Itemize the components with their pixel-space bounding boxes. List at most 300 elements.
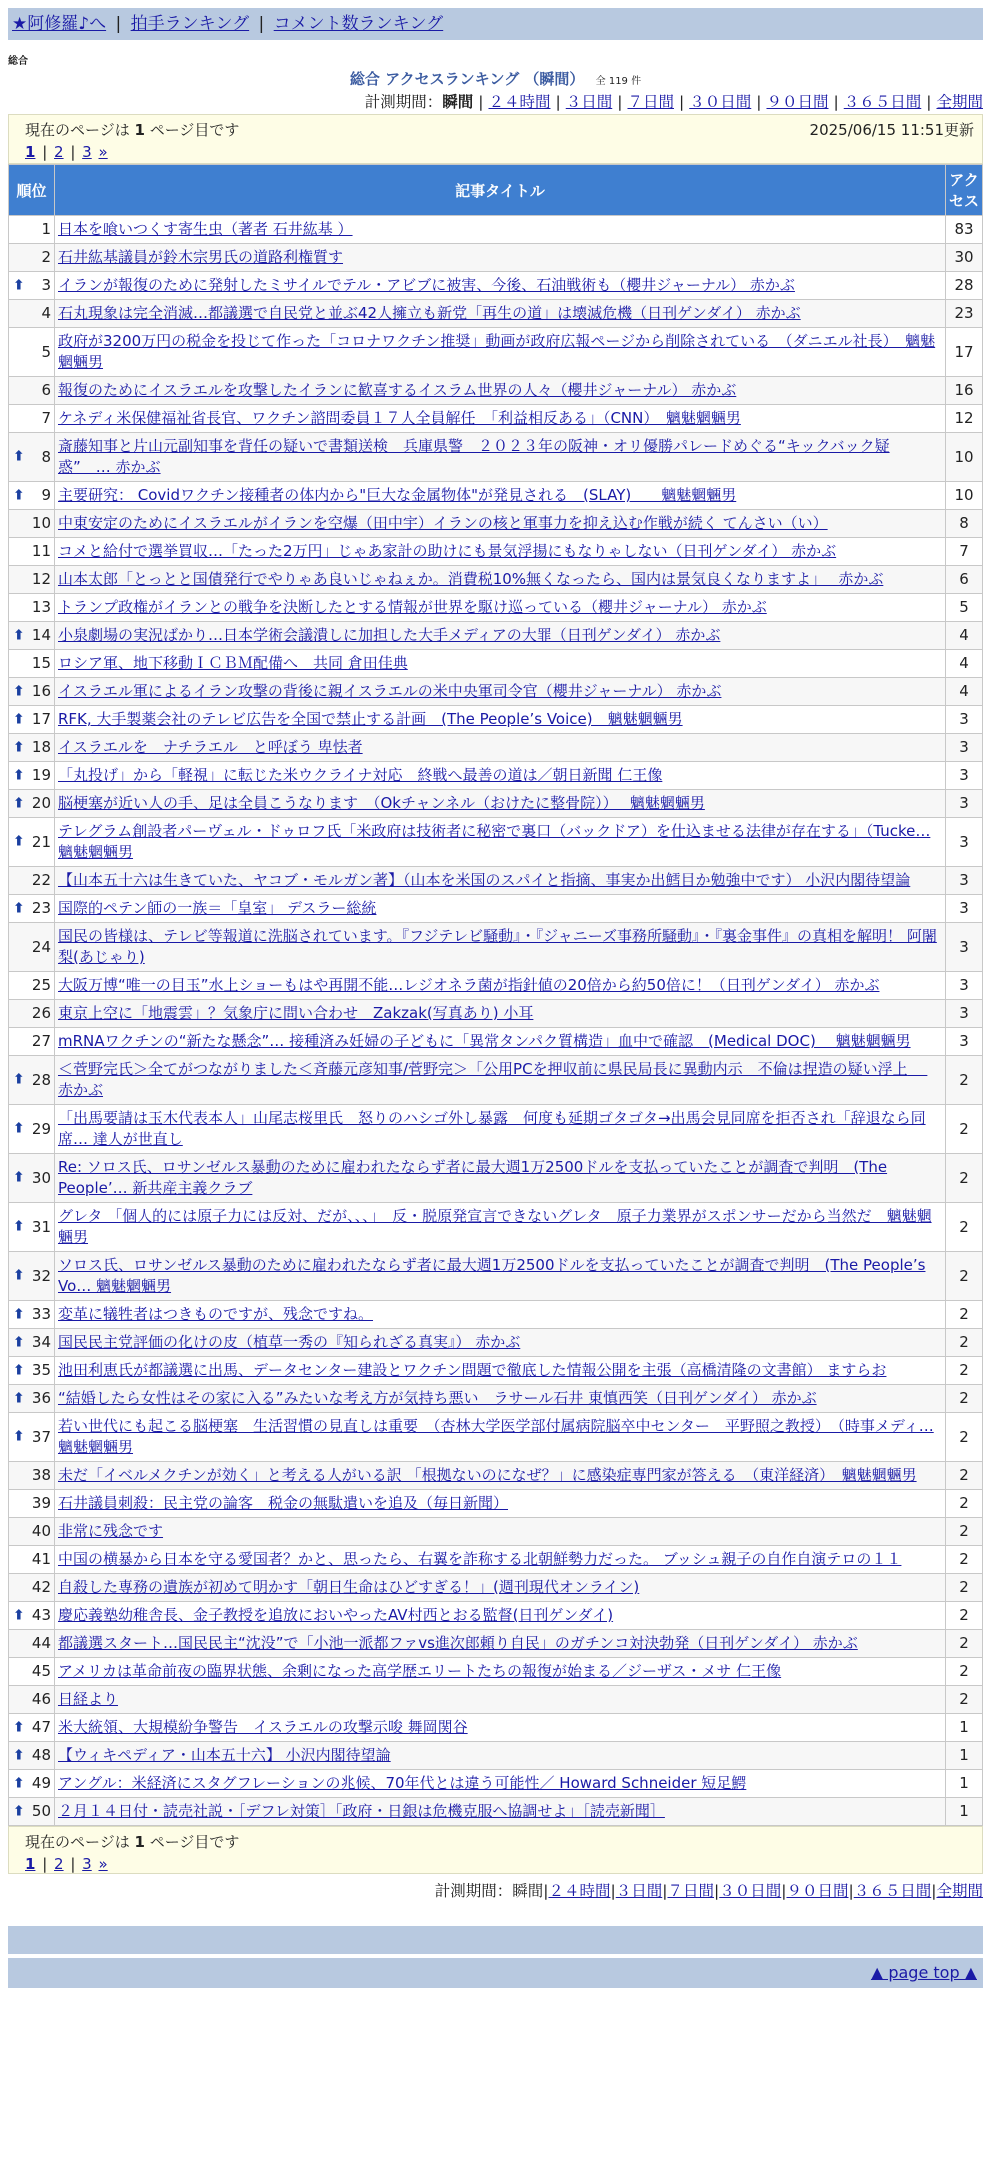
access-count: 2 — [946, 1574, 983, 1602]
table-row — [9, 1252, 983, 1301]
access-count: 2 — [946, 1462, 983, 1490]
rank-number: 27 — [31, 1032, 51, 1050]
rank-number: 44 — [31, 1634, 51, 1652]
rank-number: 50 — [31, 1802, 51, 1820]
article-link[interactable]: ロシア軍、地下移動ＩＣＢＭ配備へ 共同 倉田佳典 — [58, 654, 408, 672]
page-top-link[interactable]: ▲ page top ▲ — [870, 1963, 977, 1982]
nav-separator: | — [115, 14, 122, 34]
article-link[interactable]: ケネディ米保健福祉省長官、ワクチン諮問委員１７人全員解任 「利益相反ある」（CNN） 魑魅魍魎男 — [58, 409, 741, 427]
rank-up-arrow-icon: ⬆ — [13, 1428, 25, 1445]
access-count: 8 — [946, 510, 983, 538]
rank-cell — [9, 1203, 55, 1252]
access-count: 3 — [946, 818, 983, 867]
article-link[interactable]: mRNAワクチンの“新たな懸念”… 接種済み妊婦の子どもに「異常タンパク質構造」血中で確認 (Medical DOC) 魑魅魍魎男 — [58, 1032, 911, 1050]
article-link[interactable]: 脳梗塞が近い人の手、足は全員こうなります （Okチャンネル（おけたに整骨院）） 魑魅魍魎男 — [58, 794, 705, 812]
table-row — [9, 1658, 983, 1686]
table-row — [9, 1105, 983, 1154]
rank-cell — [9, 1490, 55, 1518]
rank-up-arrow-icon: ⬆ — [13, 1306, 25, 1322]
article-link[interactable]: 報復のためにイスラエルを攻撃したイランに歓喜するイスラム世界の人々（櫻井ジャーナル） 赤かぶ — [58, 381, 737, 399]
title-cell — [55, 1518, 946, 1546]
table-row — [9, 1490, 983, 1518]
access-count: 2 — [946, 1301, 983, 1329]
rank-up-arrow-icon: ⬆ — [13, 1775, 25, 1791]
rank-number: 15 — [31, 654, 51, 672]
article-link[interactable]: 慶応義塾幼稚舎長、金子教授を追放においやったAV村西とおる監督(日刊ゲンダイ) — [58, 1606, 614, 1624]
next-page-link[interactable]: » — [98, 1855, 108, 1873]
rank-number: 36 — [31, 1389, 51, 1407]
table-row — [9, 1546, 983, 1574]
access-count: 2 — [946, 1105, 983, 1154]
article-link[interactable]: 斎藤知事と片山元副知事を背任の疑いで書類送検 兵庫県警 ２０２３年の阪神・オリ優勝パレードめぐる“キックバック疑惑” … 赤かぶ — [58, 437, 890, 476]
rank-up-arrow-icon: ⬆ — [13, 711, 25, 727]
pagination-separator: | — [65, 1855, 81, 1873]
title-cell — [55, 216, 946, 244]
rank-up-arrow-icon: ⬆ — [13, 739, 25, 755]
rank-number: 20 — [31, 794, 51, 812]
article-link[interactable]: 自殺した専務の遺族が初めて明かす「朝日生命はひどすぎる！」(週刊現代オンライン) — [58, 1578, 640, 1596]
access-count: 2 — [946, 1357, 983, 1385]
updated-timestamp: 2025/06/15 11:51更新 — [809, 121, 974, 139]
title-cell — [55, 762, 946, 790]
article-link[interactable]: 中国の横暴から日本を守る愛国者？かと、思ったら、右翼を詐称する北朝鮮勢力だった。 ブッシュ親子の自作自演テロの１１ — [58, 1550, 902, 1568]
access-count: 2 — [946, 1329, 983, 1357]
period-separator: | — [478, 93, 484, 111]
rank-number: 39 — [31, 1494, 51, 1512]
period-link[interactable]: ７日間 — [667, 1882, 714, 1900]
article-link[interactable]: 石井紘基議員が鈴木宗男氏の道路利権質す — [58, 248, 344, 266]
period-separator: | — [610, 1882, 616, 1900]
table-row — [9, 244, 983, 272]
rank-cell — [9, 1574, 55, 1602]
rank-number: 21 — [31, 832, 51, 851]
table-row — [9, 1413, 983, 1462]
pagination-current — [25, 143, 37, 161]
title-cell — [55, 1028, 946, 1056]
title-cell — [55, 1546, 946, 1574]
rank-number: 19 — [31, 766, 51, 784]
period-separator: | — [617, 93, 623, 111]
article-link[interactable]: イスラエル軍によるイラン攻撃の背後に親イスラエルの米中央軍司令官（櫻井ジャーナル） 赤かぶ — [58, 682, 722, 700]
table-row — [9, 1203, 983, 1252]
article-link[interactable]: 中東安定のためにイスラエルがイランを空爆（田中宇）イランの核と軍事力を抑え込む作戦が続く てんさい（い） — [58, 514, 828, 532]
page-link[interactable]: 1 — [25, 1855, 36, 1873]
period-separator: | — [931, 1882, 937, 1900]
table-row — [9, 1357, 983, 1385]
table-row — [9, 867, 983, 895]
article-link[interactable]: 「丸投げ」から「軽視」に転じた米ウクライナ対応 終戦へ最善の道は／朝日新聞 仁王像 — [58, 766, 663, 784]
title-cell — [55, 300, 946, 328]
article-link[interactable]: グレタ 「個人的には原子力には反対、だが、、、」 反・脱原発宣言できないグレタ 原子力業界がスポンサーだから当然だ 魑魅魍魎男 — [58, 1207, 932, 1246]
access-count: 2 — [946, 1686, 983, 1714]
rank-number: 25 — [31, 976, 51, 994]
access-count: 7 — [946, 538, 983, 566]
rank-cell — [9, 1658, 55, 1686]
page-link[interactable]: 3 — [82, 143, 92, 161]
rank-number: 17 — [31, 710, 51, 728]
article-link[interactable]: テレグラム創設者パーヴェル・ドゥロフ氏「米政府は技術者に秘密で裏口（バックドア）を仕込ませる法律が存在する」（Tucke… 魑魅魍魎男 — [58, 822, 931, 861]
title-cell — [55, 734, 946, 762]
rank-up-arrow-icon: ⬆ — [13, 795, 25, 811]
rank-up-arrow-icon: ⬆ — [13, 487, 25, 503]
rank-cell — [9, 1028, 55, 1056]
ranking-table — [8, 164, 983, 1826]
rank-cell — [9, 678, 55, 706]
access-count: 30 — [946, 244, 983, 272]
rank-cell — [9, 867, 55, 895]
table-row — [9, 1301, 983, 1329]
rank-number: 9 — [41, 486, 51, 504]
table-row — [9, 1686, 983, 1714]
rank-up-arrow-icon: ⬆ — [13, 448, 25, 465]
article-link[interactable]: アングル：米経済にスタグフレーションの兆候、70年代とは違う可能性／ Howard Schneider 短足鰐 — [58, 1774, 747, 1792]
table-row — [9, 706, 983, 734]
rank-cell — [9, 762, 55, 790]
article-link[interactable]: 国際的ペテン師の一族＝「皇室」 デスラー総統 — [58, 899, 377, 917]
rank-up-arrow-icon: ⬆ — [13, 277, 25, 293]
title-cell — [55, 405, 946, 433]
rank-cell — [9, 1252, 55, 1301]
rank-number: 1 — [41, 220, 51, 238]
period-separator: | — [714, 1882, 720, 1900]
access-count: 3 — [946, 790, 983, 818]
rank-number: 35 — [31, 1361, 51, 1379]
access-count: 2 — [946, 1518, 983, 1546]
article-link[interactable]: Re: ソロス氏、ロサンゼルス暴動のために雇われたならず者に最大週1万2500ドルを支払っていたことが調査で判明 (The People’… 新共産主義クラブ — [58, 1158, 888, 1197]
period-link[interactable]: 全期間 — [936, 1882, 983, 1900]
rank-cell — [9, 272, 55, 300]
article-link[interactable]: 【山本五十六は生きていた、ヤコブ・モルガン著】（山本を米国のスパイと指摘、事実か出鱈目か勉強中です） 小沢内閣待望論 — [58, 871, 911, 889]
article-link[interactable]: ソロス氏、ロサンゼルス暴動のために雇われたならず者に最大週1万2500ドルを支払っていたことが調査で判明 (The People’s Vo… 魑魅魍魎男 — [58, 1256, 926, 1295]
rank-cell — [9, 1000, 55, 1028]
access-count: 3 — [946, 706, 983, 734]
table-row — [9, 1385, 983, 1413]
title-cell — [55, 1686, 946, 1714]
title-cell — [55, 1462, 946, 1490]
period-separator: | — [679, 93, 685, 111]
page-link[interactable]: 1 — [25, 143, 36, 161]
page-link[interactable]: 3 — [82, 1855, 92, 1873]
bottom-bar — [8, 1926, 983, 1954]
article-link[interactable]: 【ウィキペディア・山本五十六】 小沢内閣待望論 — [58, 1746, 391, 1764]
article-link[interactable]: 山本太郎「とっとと国債発行でやりゃあ良いじゃねぇか。消費税10%無くなったら、国内は景気良くなりますよ」 赤かぶ — [58, 570, 884, 588]
rank-number: 5 — [41, 342, 51, 361]
rank-number: 32 — [31, 1266, 51, 1285]
rank-cell — [9, 895, 55, 923]
access-count: 6 — [946, 566, 983, 594]
title-cell — [55, 1490, 946, 1518]
rank-cell — [9, 1154, 55, 1203]
table-row — [9, 566, 983, 594]
rank-up-arrow-icon: ⬆ — [13, 1267, 25, 1284]
period-current: 瞬間 — [512, 1882, 544, 1900]
rank-up-arrow-icon: ⬆ — [13, 1218, 25, 1235]
article-link[interactable]: 石井議員刺殺：民主党の論客 税金の無駄遣いを追及（毎日新聞） — [58, 1494, 509, 1512]
table-row — [9, 790, 983, 818]
article-link[interactable]: イスラエルを ナチラエル と呼ぼう 卑怯者 — [58, 738, 363, 756]
rank-up-arrow-icon: ⬆ — [13, 1747, 25, 1763]
title-cell — [55, 1056, 946, 1105]
period-link[interactable]: 全期間 — [936, 93, 983, 111]
title-cell — [55, 433, 946, 482]
period-link[interactable]: ３０日間 — [689, 93, 752, 111]
article-link[interactable]: アメリカは革命前夜の臨界状態、余剰になった高学歴エリートたちの報復が始まる／ジーザス・メサ 仁王像 — [58, 1662, 782, 1680]
article-link[interactable]: 変革に犠牲者はつきものですが、残念ですね。 — [58, 1305, 374, 1323]
rank-number: 13 — [31, 598, 51, 616]
article-link[interactable]: ２月１４日付・読売社説・［デフレ対策］「政府・日銀は危機克服へ協調せよ」［読売新聞］ — [58, 1802, 665, 1820]
rank-cell — [9, 790, 55, 818]
next-page-link[interactable]: » — [98, 143, 108, 161]
article-link[interactable]: “結婚したら女性はその家に入る”みたいな考え方が気持ち悪い ラサール石井 東慎西笑（日刊ゲンダイ） 赤かぶ — [58, 1389, 817, 1407]
ranking-title-text: 総合 アクセスランキング （瞬間） — [349, 70, 585, 88]
article-link[interactable]: ＜菅野完氏＞全てがつながりました＜斉藤元彦知事/菅野完＞「公用PCを押収前に県民局長に異動内示 不倫は捏造の疑い浮上 赤かぶ — [58, 1060, 928, 1099]
article-link[interactable]: 国民民主党評価の化けの皮（植草一秀の『知られざる真実』） 赤かぶ — [58, 1333, 521, 1351]
table-row — [9, 972, 983, 1000]
table-row — [9, 510, 983, 538]
rank-up-arrow-icon: ⬆ — [13, 1362, 25, 1378]
title-cell — [55, 790, 946, 818]
article-link[interactable]: 日経より — [58, 1690, 119, 1708]
rank-up-arrow-icon: ⬆ — [13, 767, 25, 783]
access-count: 2 — [946, 1490, 983, 1518]
period-link[interactable]: ２４時間 — [488, 93, 551, 111]
rank-cell — [9, 1602, 55, 1630]
article-link[interactable]: 池田利恵氏が都議選に出馬、データセンター建設とワクチン問題で徹底した情報公開を主張（高橋清隆の文書館） ますらお — [58, 1361, 887, 1379]
title-cell — [55, 1203, 946, 1252]
title-cell — [55, 1385, 946, 1413]
title-cell — [55, 1714, 946, 1742]
table-row — [9, 734, 983, 762]
period-separator: | — [543, 1882, 549, 1900]
article-link[interactable]: 未だ「イベルメクチンが効く」と考える人がいる訳 「根拠ないのになぜ？」に感染症専門家が答える （東洋経済） 魑魅魍魎男 — [58, 1466, 917, 1484]
access-count: 28 — [946, 272, 983, 300]
article-link[interactable]: 主要研究： Covidワクチン接種者の体内から"巨大な金属物体"が発見される (SLAY) 魑魅魍魎男 — [58, 486, 737, 504]
access-count: 83 — [946, 216, 983, 244]
rank-cell — [9, 510, 55, 538]
rank-number: 12 — [31, 570, 51, 588]
article-link[interactable]: 東京上空に「地震雲」？気象庁に問い合わせ Zakzak(写真あり) 小耳 — [58, 1004, 534, 1022]
article-link[interactable]: 「出馬要請は玉木代表本人」山尾志桜里氏 怒りのハシゴ外し暴露 何度も延期ゴタゴタ→出馬会見同席を拒否され「辞退なら同席… 達人が世直し — [58, 1109, 926, 1148]
title-cell — [55, 818, 946, 867]
rank-cell — [9, 1105, 55, 1154]
access-count: 3 — [946, 972, 983, 1000]
rank-up-arrow-icon: ⬆ — [13, 833, 25, 850]
period-link[interactable]: ３日間 — [565, 93, 613, 111]
rank-number: 45 — [31, 1662, 51, 1680]
rank-number: 38 — [31, 1466, 51, 1484]
period-separator: | — [662, 1882, 668, 1900]
period-link[interactable]: ３０日間 — [719, 1882, 782, 1900]
rank-cell — [9, 1056, 55, 1105]
rank-number: 4 — [41, 304, 51, 322]
rank-number: 42 — [31, 1578, 51, 1596]
table-row — [9, 1028, 983, 1056]
article-link[interactable]: 石丸現象は完全消滅…都議選で自民党と並ぶ42人擁立も新党「再生の道」は壊滅危機（日刊ゲンダイ） 赤かぶ — [58, 304, 801, 322]
access-count: 2 — [946, 1252, 983, 1301]
page-link[interactable]: 2 — [54, 143, 64, 161]
total-count: 全 119 件 — [595, 76, 642, 87]
ranking-title-wrap — [0, 68, 991, 88]
table-row — [9, 1056, 983, 1105]
access-count: 2 — [946, 1385, 983, 1413]
table-row — [9, 1770, 983, 1798]
period-link[interactable]: ２４時間 — [548, 1882, 611, 1900]
period-selector-bottom — [0, 1880, 983, 1902]
title-cell — [55, 1574, 946, 1602]
access-count: 1 — [946, 1798, 983, 1826]
page-top-bar — [8, 1958, 983, 1988]
table-row — [9, 1329, 983, 1357]
comment-ranking-link[interactable]: コメント数ランキング — [273, 14, 444, 34]
access-count: 3 — [946, 895, 983, 923]
table-row — [9, 818, 983, 867]
table-row — [9, 1574, 983, 1602]
pagination-current — [25, 1855, 37, 1873]
rank-cell — [9, 244, 55, 272]
period-link[interactable]: ３６５日間 — [843, 93, 922, 111]
home-link[interactable]: ★阿修羅♪へ — [12, 14, 107, 34]
period-selector-top — [0, 90, 983, 114]
current-page-number: 1 — [134, 121, 145, 139]
table-row — [9, 1630, 983, 1658]
title-cell — [55, 706, 946, 734]
rank-number: 47 — [31, 1718, 51, 1736]
rank-number: 18 — [31, 738, 51, 756]
table-row — [9, 377, 983, 405]
rank-header: 順位 — [9, 165, 55, 216]
access-count: 3 — [946, 734, 983, 762]
article-link[interactable]: 小泉劇場の実況ばかり…日本学術会議潰しに加担した大手メディアの大罪（日刊ゲンダイ） 赤かぶ — [58, 626, 721, 644]
table-row — [9, 1602, 983, 1630]
title-cell — [55, 1413, 946, 1462]
clap-ranking-link[interactable]: 拍手ランキング — [130, 14, 250, 34]
title-cell — [55, 622, 946, 650]
page-info-row — [25, 1831, 974, 1853]
title-cell — [55, 1798, 946, 1826]
title-cell — [55, 1630, 946, 1658]
table-row — [9, 1000, 983, 1028]
table-row — [9, 1742, 983, 1770]
period-separator: | — [848, 1882, 854, 1900]
rank-cell — [9, 1329, 55, 1357]
period-link[interactable]: ３６５日間 — [853, 1882, 932, 1900]
access-count: 2 — [946, 1658, 983, 1686]
table-row — [9, 433, 983, 482]
current-page-text: 現在のページは 1 ページ目です — [25, 1833, 240, 1851]
title-cell — [55, 1000, 946, 1028]
table-row — [9, 538, 983, 566]
category-label: 総合 — [8, 56, 28, 67]
title-cell — [55, 972, 946, 1000]
access-count: 2 — [946, 1203, 983, 1252]
period-link[interactable]: ３日間 — [615, 1882, 663, 1900]
article-link[interactable]: イランが報復のために発射したミサイルでテル・アビブに被害、今後、石油戦術も（櫻井ジャーナル） 赤かぶ — [58, 276, 795, 294]
title-cell — [55, 1742, 946, 1770]
period-separator: | — [555, 93, 561, 111]
rank-cell — [9, 734, 55, 762]
period-link[interactable]: ７日間 — [627, 93, 674, 111]
rank-up-arrow-icon: ⬆ — [13, 683, 25, 699]
rank-cell — [9, 1630, 55, 1658]
access-count: 23 — [946, 300, 983, 328]
title-cell — [55, 867, 946, 895]
access-count: 2 — [946, 1056, 983, 1105]
access-count: 16 — [946, 377, 983, 405]
rank-up-arrow-icon: ⬆ — [13, 627, 25, 643]
page-link[interactable]: 2 — [54, 1855, 64, 1873]
article-link[interactable]: 米大統領、大規模紛争警告 イスラエルの攻撃示唆 舞岡関谷 — [58, 1718, 468, 1736]
table-row — [9, 272, 983, 300]
article-link[interactable]: コメと給付で選挙買収…「たった2万円」じゃあ家計の助けにも景気浮揚にもなりゃしない（日刊ゲンダイ） 赤かぶ — [58, 542, 837, 560]
pagination-separator: | — [65, 143, 81, 161]
period-separator: | — [756, 93, 762, 111]
access-count: 3 — [946, 1000, 983, 1028]
rank-number: 34 — [31, 1333, 51, 1351]
period-separator: | — [833, 93, 839, 111]
title-cell — [55, 1329, 946, 1357]
title-cell — [55, 1252, 946, 1301]
rank-cell — [9, 650, 55, 678]
period-current: 瞬間 — [442, 93, 474, 111]
rank-cell — [9, 923, 55, 972]
access-count: 4 — [946, 650, 983, 678]
rank-up-arrow-icon: ⬆ — [13, 1334, 25, 1350]
article-link[interactable]: 大阪万博“唯一の目玉”水上ショーもはや再開不能…レジオネラ菌が指針値の20倍から約50倍に！（日刊ゲンダイ） 赤かぶ — [58, 976, 880, 994]
title-cell — [55, 1770, 946, 1798]
period-link[interactable]: ９０日間 — [766, 93, 829, 111]
table-row — [9, 216, 983, 244]
article-link[interactable]: トランプ政権がイランとの戦争を決断したとする情報が世界を駆け巡っている（櫻井ジャーナル） 赤かぶ — [58, 598, 767, 616]
top-nav-bar — [8, 8, 983, 40]
access-count: 4 — [946, 622, 983, 650]
title-cell — [55, 1357, 946, 1385]
title-cell — [55, 566, 946, 594]
article-link[interactable]: 都議選スタート…国民民主“沈没”で「小池一派都ファvs進次郎頼り自民」のガチンコ対決勃発（日刊ゲンダイ） 赤かぶ — [58, 1634, 858, 1652]
access-header: アクセス — [946, 165, 983, 216]
page-info-top — [8, 114, 983, 164]
current-page-text: 現在のページは 1 ページ目です — [25, 121, 240, 139]
rank-number: 6 — [41, 381, 51, 399]
rank-number: 3 — [41, 276, 51, 294]
period-link[interactable]: ９０日間 — [786, 1882, 849, 1900]
article-link[interactable]: 国民の皆様は、テレビ等報道に洗脳されています。『フジテレビ騒動』・『ジャニーズ事務所騒動』・『裏金事件』の真相を解明！ 阿闍梨(あじゃり) — [58, 927, 937, 966]
rank-number: 11 — [31, 542, 51, 560]
rank-cell — [9, 1798, 55, 1826]
title-header: 記事タイトル — [55, 165, 946, 216]
rank-cell — [9, 1462, 55, 1490]
access-count: 2 — [946, 1413, 983, 1462]
rank-number: 8 — [41, 447, 51, 466]
article-link[interactable]: 政府が3200万円の税金を投じて作った「コロナワクチン推奨」動画が政府広報ページから削除されている （ダニエル社長） 魑魅魍魎男 — [58, 332, 936, 371]
rank-number: 26 — [31, 1004, 51, 1022]
article-link[interactable]: 日本を喰いつくす寄生虫（著者 石井紘基 ） — [58, 220, 353, 238]
article-link[interactable]: RFK, 大手製薬会社のテレビ広告を全国で禁止する計画 (The People’s Voice) 魑魅魍魎男 — [58, 710, 683, 728]
title-cell — [55, 1658, 946, 1686]
access-count: 4 — [946, 678, 983, 706]
rank-number: 22 — [31, 871, 51, 889]
rank-number: 46 — [31, 1690, 51, 1708]
title-cell — [55, 1301, 946, 1329]
access-count: 1 — [946, 1770, 983, 1798]
rank-cell — [9, 1357, 55, 1385]
article-link[interactable]: 若い世代にも起こる脳梗塞 生活習慣の見直しは重要 （杏林大学医学部付属病院脳卒中センター 平野照之教授） （時事メディ… 魑魅魍魎男 — [58, 1417, 934, 1456]
rank-number: 49 — [31, 1774, 51, 1792]
article-link[interactable]: 非常に残念です — [58, 1522, 164, 1540]
access-count: 12 — [946, 405, 983, 433]
rank-number: 10 — [31, 514, 51, 532]
table-row — [9, 762, 983, 790]
title-cell — [55, 272, 946, 300]
